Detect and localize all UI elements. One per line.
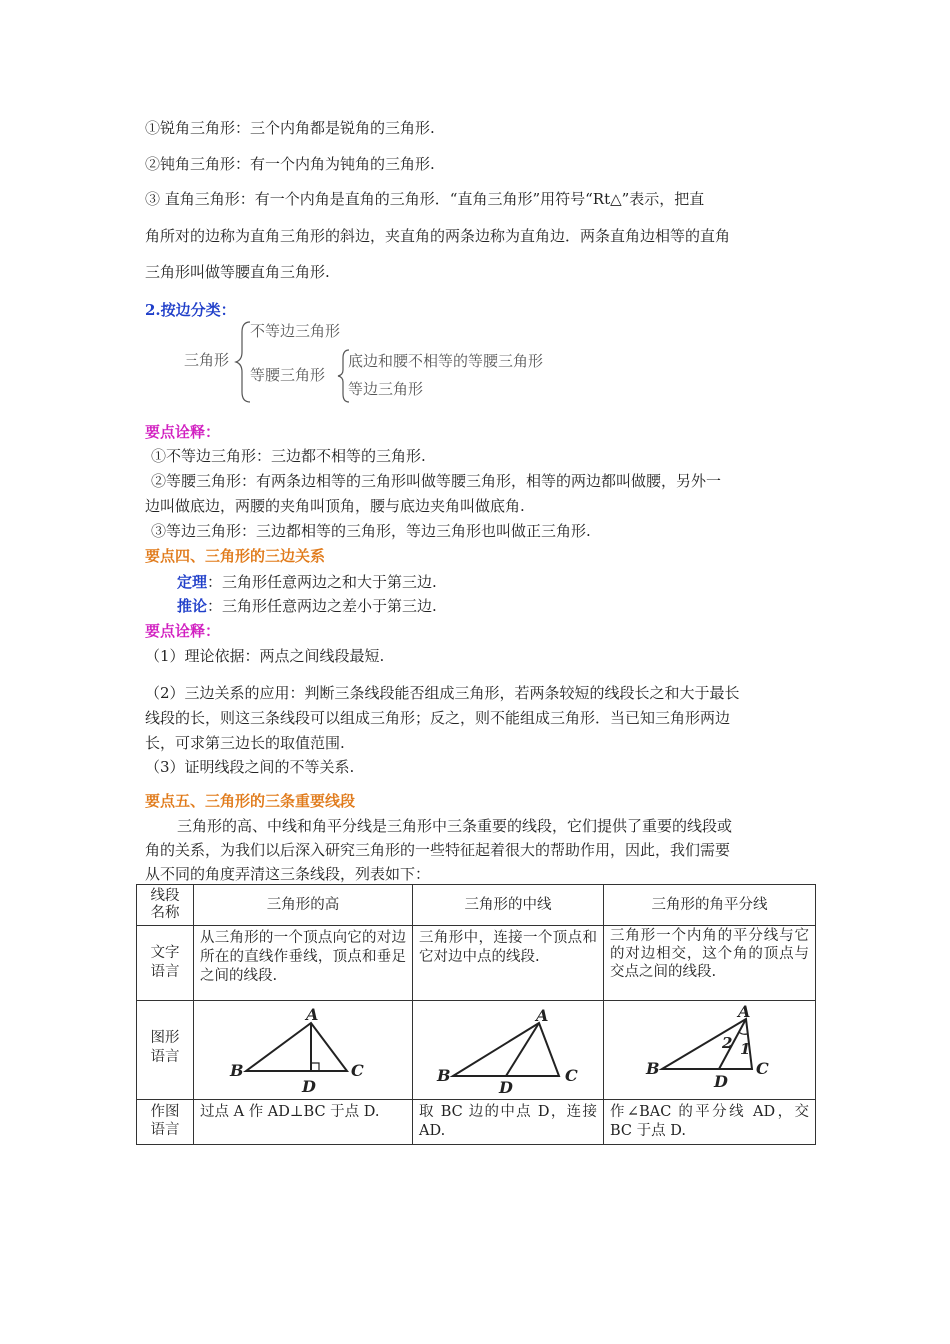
right-triangle-definition-line1: ③ 直角三角形：有一个内角是直角的三角形．“直角三角形”用符号“Rt△”表示，把直 [145,190,705,208]
label-a: A [306,1005,319,1024]
label-a: A [738,1002,751,1021]
classify-iso-non-equal: 底边和腰不相等的等腰三角形 [348,352,544,370]
label-d: D [499,1078,513,1093]
header-label-cell [137,885,194,926]
altitude-text-cell: 从三角形的一个顶点向它的对边所在的直线作垂线，顶点和垂足之间的线段. [194,926,413,1001]
obtuse-triangle-definition: ②钝角三角形：有一个内角为钝角的三角形. [145,155,435,173]
right-triangle-definition-line2: 角所对的边称为直角三角形的斜边，夹直角的两条边称为直角边．两条直角边相等的直角 [145,227,731,245]
classify-scalene: 不等边三角形 [250,322,341,340]
note2-item2-line3: 长，可求第三边长的取值范围. [145,734,345,752]
notes-heading-1: 要点诠释： [145,423,221,441]
drawing-row-label [137,1100,194,1145]
corollary-line [177,596,437,616]
section5-heading: 要点五、三角形的三条重要线段 [145,792,356,810]
label-d: D [302,1077,316,1093]
label-c: C [351,1061,364,1080]
label-b: B [646,1059,660,1078]
table-header-row [137,885,816,926]
figure-row-label-line1: 图形 [150,1030,180,1046]
label-a: A [536,1006,549,1025]
section4-heading: 要点四、三角形的三边关系 [145,547,326,565]
text-row-label-line2: 语言 [150,964,180,980]
theorem-text: ：三角形任意两边之和大于第三边. [207,573,437,591]
scalene-note: ①不等边三角形：三边都不相等的三角形. [151,447,426,465]
note2-item1: （1）理论依据：两点之间线段最短. [145,647,385,665]
header-median: 三角形的中线 [413,885,604,926]
text-row-label [137,926,194,1001]
note2-item2-line2: 线段的长，则这三条线段可以组成三角形；反之，则不能组成三角形．当已知三角形两边 [145,709,731,727]
table-row-text [137,926,816,1001]
altitude-figure-cell [194,1001,413,1100]
label-d: D [714,1072,728,1091]
theorem-line [177,572,437,592]
table-row-drawing [137,1100,816,1145]
header-label-line2: 名称 [150,905,180,921]
corollary-text: ：三角形任意两边之差小于第三边. [207,597,437,615]
header-label-line1: 线段 [150,888,180,904]
label-c: C [565,1066,578,1085]
median-triangle-figure [413,1001,603,1093]
acute-triangle-definition: ①锐角三角形：三个内角都是锐角的三角形. [145,119,435,137]
isosceles-note-line1: ②等腰三角形：有两条边相等的三角形叫做等腰三角形，相等的两边都叫做腰，另外一 [151,472,722,490]
figure-row-label-line2: 语言 [150,1049,180,1065]
segments-table [136,884,816,1145]
altitude-triangle-figure [194,1001,412,1093]
section5-intro-line2: 角的关系，为我们以后深入研究三角形的一些特征起着很大的帮助作用，因此，我们需要 [145,841,731,859]
equilateral-note: ③等边三角形：三边都相等的三角形，等边三角形也叫做正三角形. [151,522,591,540]
label-angle-2: 2 [722,1034,733,1052]
median-text-cell: 三角形中，连接一个顶点和它对边中点的线段. [413,926,604,1001]
corollary-label: 推论 [177,597,208,615]
section5-intro-line1: 三角形的高、中线和角平分线是三角形中三条重要的线段，它们提供了重要的线段或 [177,817,733,835]
classify-root: 三角形 [184,351,230,369]
right-triangle-definition-line3: 三角形叫做等腰直角三角形. [145,263,330,281]
label-angle-1: 1 [740,1040,751,1058]
table-row-figure [137,1001,816,1100]
text-row-label-line1: 文字 [150,945,180,961]
section5-intro-line3: 从不同的角度弄清这三条线段，列表如下： [145,865,431,883]
note2-item3: （3）证明线段之间的不等关系. [145,758,355,776]
altitude-drawing-cell: 过点 A 作 AD⊥BC 于点 D. [194,1100,413,1145]
notes-heading-2: 要点诠释： [145,622,221,640]
bisector-drawing-cell: 作∠BAC 的平分线 AD，交 BC 于点 D. [604,1100,816,1145]
figure-row-label [137,1001,194,1100]
header-bisector: 三角形的角平分线 [604,885,816,926]
label-b: B [230,1061,244,1080]
by-side-heading: 2.按边分类： [145,301,236,319]
drawing-row-label-line1: 作图 [150,1104,180,1120]
bisector-triangle-figure [604,1001,812,1093]
median-figure-cell [413,1001,604,1100]
classify-equilateral: 等边三角形 [348,380,424,398]
drawing-row-label-line2: 语言 [150,1122,180,1138]
label-c: C [756,1059,769,1078]
label-b: B [437,1066,451,1085]
header-altitude: 三角形的高 [194,885,413,926]
note2-item2-line1: （2）三边关系的应用：判断三条线段能否组成三角形，若两条较短的线段长之和大于最长 [145,684,740,702]
isosceles-note-line2: 边叫做底边，两腰的夹角叫顶角，腰与底边夹角叫做底角. [145,497,525,515]
bisector-text-cell: 三角形一个内角的平分线与它的对边相交，这个角的顶点与交点之间的线段. [604,926,816,1001]
bisector-figure-cell [604,1001,816,1100]
median-drawing-cell: 取 BC 边的中点 D，连接 AD. [413,1100,604,1145]
classify-isosceles: 等腰三角形 [250,366,326,384]
theorem-label: 定理 [177,573,208,591]
